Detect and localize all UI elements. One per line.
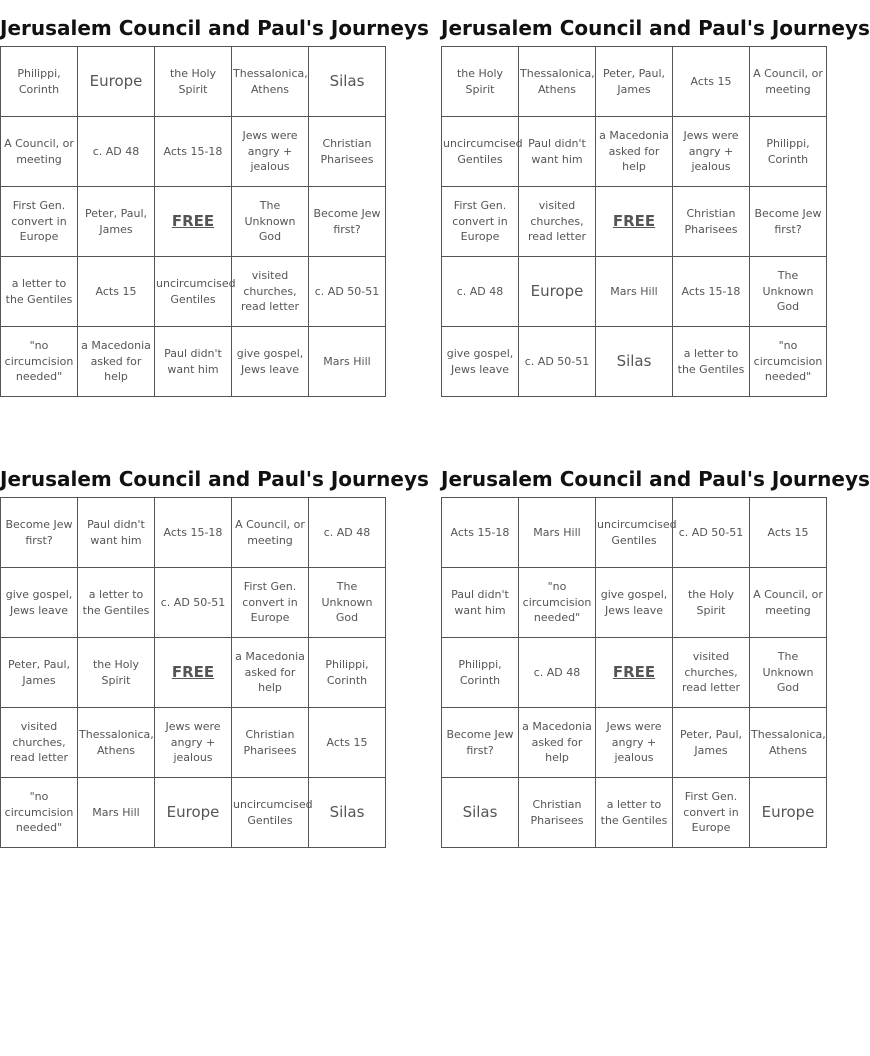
grid-row: [442, 638, 827, 708]
grid-row: [1, 708, 386, 778]
bingo-cell: visited churches, read letter: [232, 257, 309, 327]
bingo-cell: Philippi, Corinth: [309, 638, 386, 708]
bingo-cell: First Gen. convert in Europe: [673, 778, 750, 848]
bingo-cell: Silas: [596, 327, 673, 397]
bingo-cell: Jews were angry + jealous: [155, 708, 232, 778]
bingo-cell: Become Jew first?: [750, 187, 827, 257]
bingo-cell: A Council, or meeting: [750, 568, 827, 638]
free-space-cell: FREE: [155, 187, 232, 257]
bingo-cell: c. AD 48: [309, 498, 386, 568]
grid-row: [442, 187, 827, 257]
grid-row: [442, 568, 827, 638]
grid-row: [1, 257, 386, 327]
bingo-cell: Become Jew first?: [1, 498, 78, 568]
bingo-cell: Acts 15: [78, 257, 155, 327]
bingo-cell: The Unknown God: [750, 257, 827, 327]
grid-row: [442, 257, 827, 327]
bingo-cell: a Macedonia asked for help: [519, 708, 596, 778]
bingo-cell: Silas: [309, 778, 386, 848]
bingo-card-2: [441, 0, 870, 397]
bingo-cell: Acts 15: [673, 47, 750, 117]
bingo-cell: Acts 15-18: [673, 257, 750, 327]
bingo-cell: visited churches, read letter: [673, 638, 750, 708]
bingo-cell: Europe: [155, 778, 232, 848]
bingo-cell: c. AD 48: [442, 257, 519, 327]
bingo-cell: First Gen. convert in Europe: [232, 568, 309, 638]
card-title: Jerusalem Council and Paul's Journeys: [0, 467, 429, 491]
bingo-cell: Mars Hill: [309, 327, 386, 397]
grid-row: [1, 47, 386, 117]
bingo-cell: Christian Pharisees: [309, 117, 386, 187]
bingo-cell: Become Jew first?: [442, 708, 519, 778]
free-space-cell: FREE: [596, 638, 673, 708]
bingo-cell: uncircumcised Gentiles: [232, 778, 309, 848]
bingo-cell: visited churches, read letter: [1, 708, 78, 778]
bingo-cell: Peter, Paul, James: [78, 187, 155, 257]
bingo-cell: Silas: [442, 778, 519, 848]
bingo-cell: a letter to the Gentiles: [1, 257, 78, 327]
bingo-cell: Mars Hill: [78, 778, 155, 848]
grid-row: [1, 327, 386, 397]
bingo-card-3: [0, 451, 429, 848]
free-space-cell: FREE: [155, 638, 232, 708]
bingo-cell: Christian Pharisees: [232, 708, 309, 778]
grid-row: [442, 778, 827, 848]
bingo-cell: Acts 15-18: [442, 498, 519, 568]
bingo-cell: Become Jew first?: [309, 187, 386, 257]
bingo-grid: [441, 497, 827, 848]
bingo-cell: Thessalonica, Athens: [232, 47, 309, 117]
bingo-cell: the Holy Spirit: [442, 47, 519, 117]
bingo-cell: The Unknown God: [232, 187, 309, 257]
bingo-cell: Paul didn't want him: [442, 568, 519, 638]
bingo-cell: Mars Hill: [519, 498, 596, 568]
bingo-cell: Silas: [309, 47, 386, 117]
card-title: Jerusalem Council and Paul's Journeys: [441, 467, 870, 491]
bingo-cell: Acts 15-18: [155, 117, 232, 187]
card-title: Jerusalem Council and Paul's Journeys: [441, 16, 870, 40]
bingo-cell: the Holy Spirit: [673, 568, 750, 638]
bingo-cell: Philippi, Corinth: [750, 117, 827, 187]
bingo-cell: a letter to the Gentiles: [596, 778, 673, 848]
bingo-cell: c. AD 50-51: [309, 257, 386, 327]
bingo-cell: A Council, or meeting: [750, 47, 827, 117]
card-title: Jerusalem Council and Paul's Journeys: [0, 16, 429, 40]
bingo-cell: "no circumcision needed": [519, 568, 596, 638]
bingo-cell: the Holy Spirit: [155, 47, 232, 117]
grid-row: [442, 498, 827, 568]
bingo-cell: Jews were angry + jealous: [232, 117, 309, 187]
grid-row: [1, 117, 386, 187]
bingo-cell: The Unknown God: [750, 638, 827, 708]
bingo-cell: First Gen. convert in Europe: [1, 187, 78, 257]
bingo-cell: Peter, Paul, James: [596, 47, 673, 117]
grid-row: [442, 708, 827, 778]
bingo-cell: A Council, or meeting: [232, 498, 309, 568]
bingo-cell: Christian Pharisees: [673, 187, 750, 257]
bingo-cell: give gospel, Jews leave: [596, 568, 673, 638]
bingo-cell: c. AD 50-51: [155, 568, 232, 638]
bingo-grid: [441, 46, 827, 397]
grid-row: [442, 327, 827, 397]
bingo-cell: Peter, Paul, James: [1, 638, 78, 708]
grid-row: [442, 47, 827, 117]
bingo-cell: give gospel, Jews leave: [232, 327, 309, 397]
bingo-cell: c. AD 48: [78, 117, 155, 187]
bingo-cell: Paul didn't want him: [78, 498, 155, 568]
bingo-cell: "no circumcision needed": [1, 778, 78, 848]
bingo-cell: Europe: [519, 257, 596, 327]
bingo-cell: First Gen. convert in Europe: [442, 187, 519, 257]
bingo-cell: A Council, or meeting: [1, 117, 78, 187]
bingo-cell: Mars Hill: [596, 257, 673, 327]
bingo-cell: Thessalonica, Athens: [519, 47, 596, 117]
bingo-card-4: [441, 451, 870, 848]
bingo-cell: Acts 15: [309, 708, 386, 778]
bingo-cell: visited churches, read letter: [519, 187, 596, 257]
bingo-grid: [0, 497, 386, 848]
free-space-cell: FREE: [596, 187, 673, 257]
grid-row: [442, 117, 827, 187]
bingo-cell: Acts 15-18: [155, 498, 232, 568]
bingo-cell: a Macedonia asked for help: [78, 327, 155, 397]
bingo-cell: give gospel, Jews leave: [1, 568, 78, 638]
grid-row: [1, 498, 386, 568]
bingo-cell: Jews were angry + jealous: [596, 708, 673, 778]
bingo-cell: "no circumcision needed": [750, 327, 827, 397]
bingo-cell: Thessalonica, Athens: [78, 708, 155, 778]
bingo-cell: a letter to the Gentiles: [78, 568, 155, 638]
bingo-cell: Philippi, Corinth: [442, 638, 519, 708]
bingo-cell: c. AD 50-51: [519, 327, 596, 397]
bingo-cell: give gospel, Jews leave: [442, 327, 519, 397]
bingo-cell: Europe: [78, 47, 155, 117]
bingo-cell: a letter to the Gentiles: [673, 327, 750, 397]
bingo-cell: Peter, Paul, James: [673, 708, 750, 778]
bingo-cell: "no circumcision needed": [1, 327, 78, 397]
bingo-cell: Jews were angry + jealous: [673, 117, 750, 187]
bingo-cell: a Macedonia asked for help: [596, 117, 673, 187]
bingo-cell: Philippi, Corinth: [1, 47, 78, 117]
grid-row: [1, 778, 386, 848]
bingo-cell: Christian Pharisees: [519, 778, 596, 848]
bingo-cell: Europe: [750, 778, 827, 848]
bingo-cell: Paul didn't want him: [519, 117, 596, 187]
bingo-cell: Thessalonica, Athens: [750, 708, 827, 778]
grid-row: [1, 568, 386, 638]
bingo-cell: Paul didn't want him: [155, 327, 232, 397]
bingo-grid: [0, 46, 386, 397]
bingo-cell: the Holy Spirit: [78, 638, 155, 708]
grid-row: [1, 187, 386, 257]
bingo-cell: Acts 15: [750, 498, 827, 568]
grid-row: [1, 638, 386, 708]
bingo-cell: The Unknown God: [309, 568, 386, 638]
bingo-cell: uncircumcised Gentiles: [155, 257, 232, 327]
bingo-cell: uncircumcised Gentiles: [442, 117, 519, 187]
bingo-cell: uncircumcised Gentiles: [596, 498, 673, 568]
bingo-cell: c. AD 50-51: [673, 498, 750, 568]
bingo-cell: c. AD 48: [519, 638, 596, 708]
bingo-cell: a Macedonia asked for help: [232, 638, 309, 708]
bingo-card-1: [0, 0, 429, 397]
